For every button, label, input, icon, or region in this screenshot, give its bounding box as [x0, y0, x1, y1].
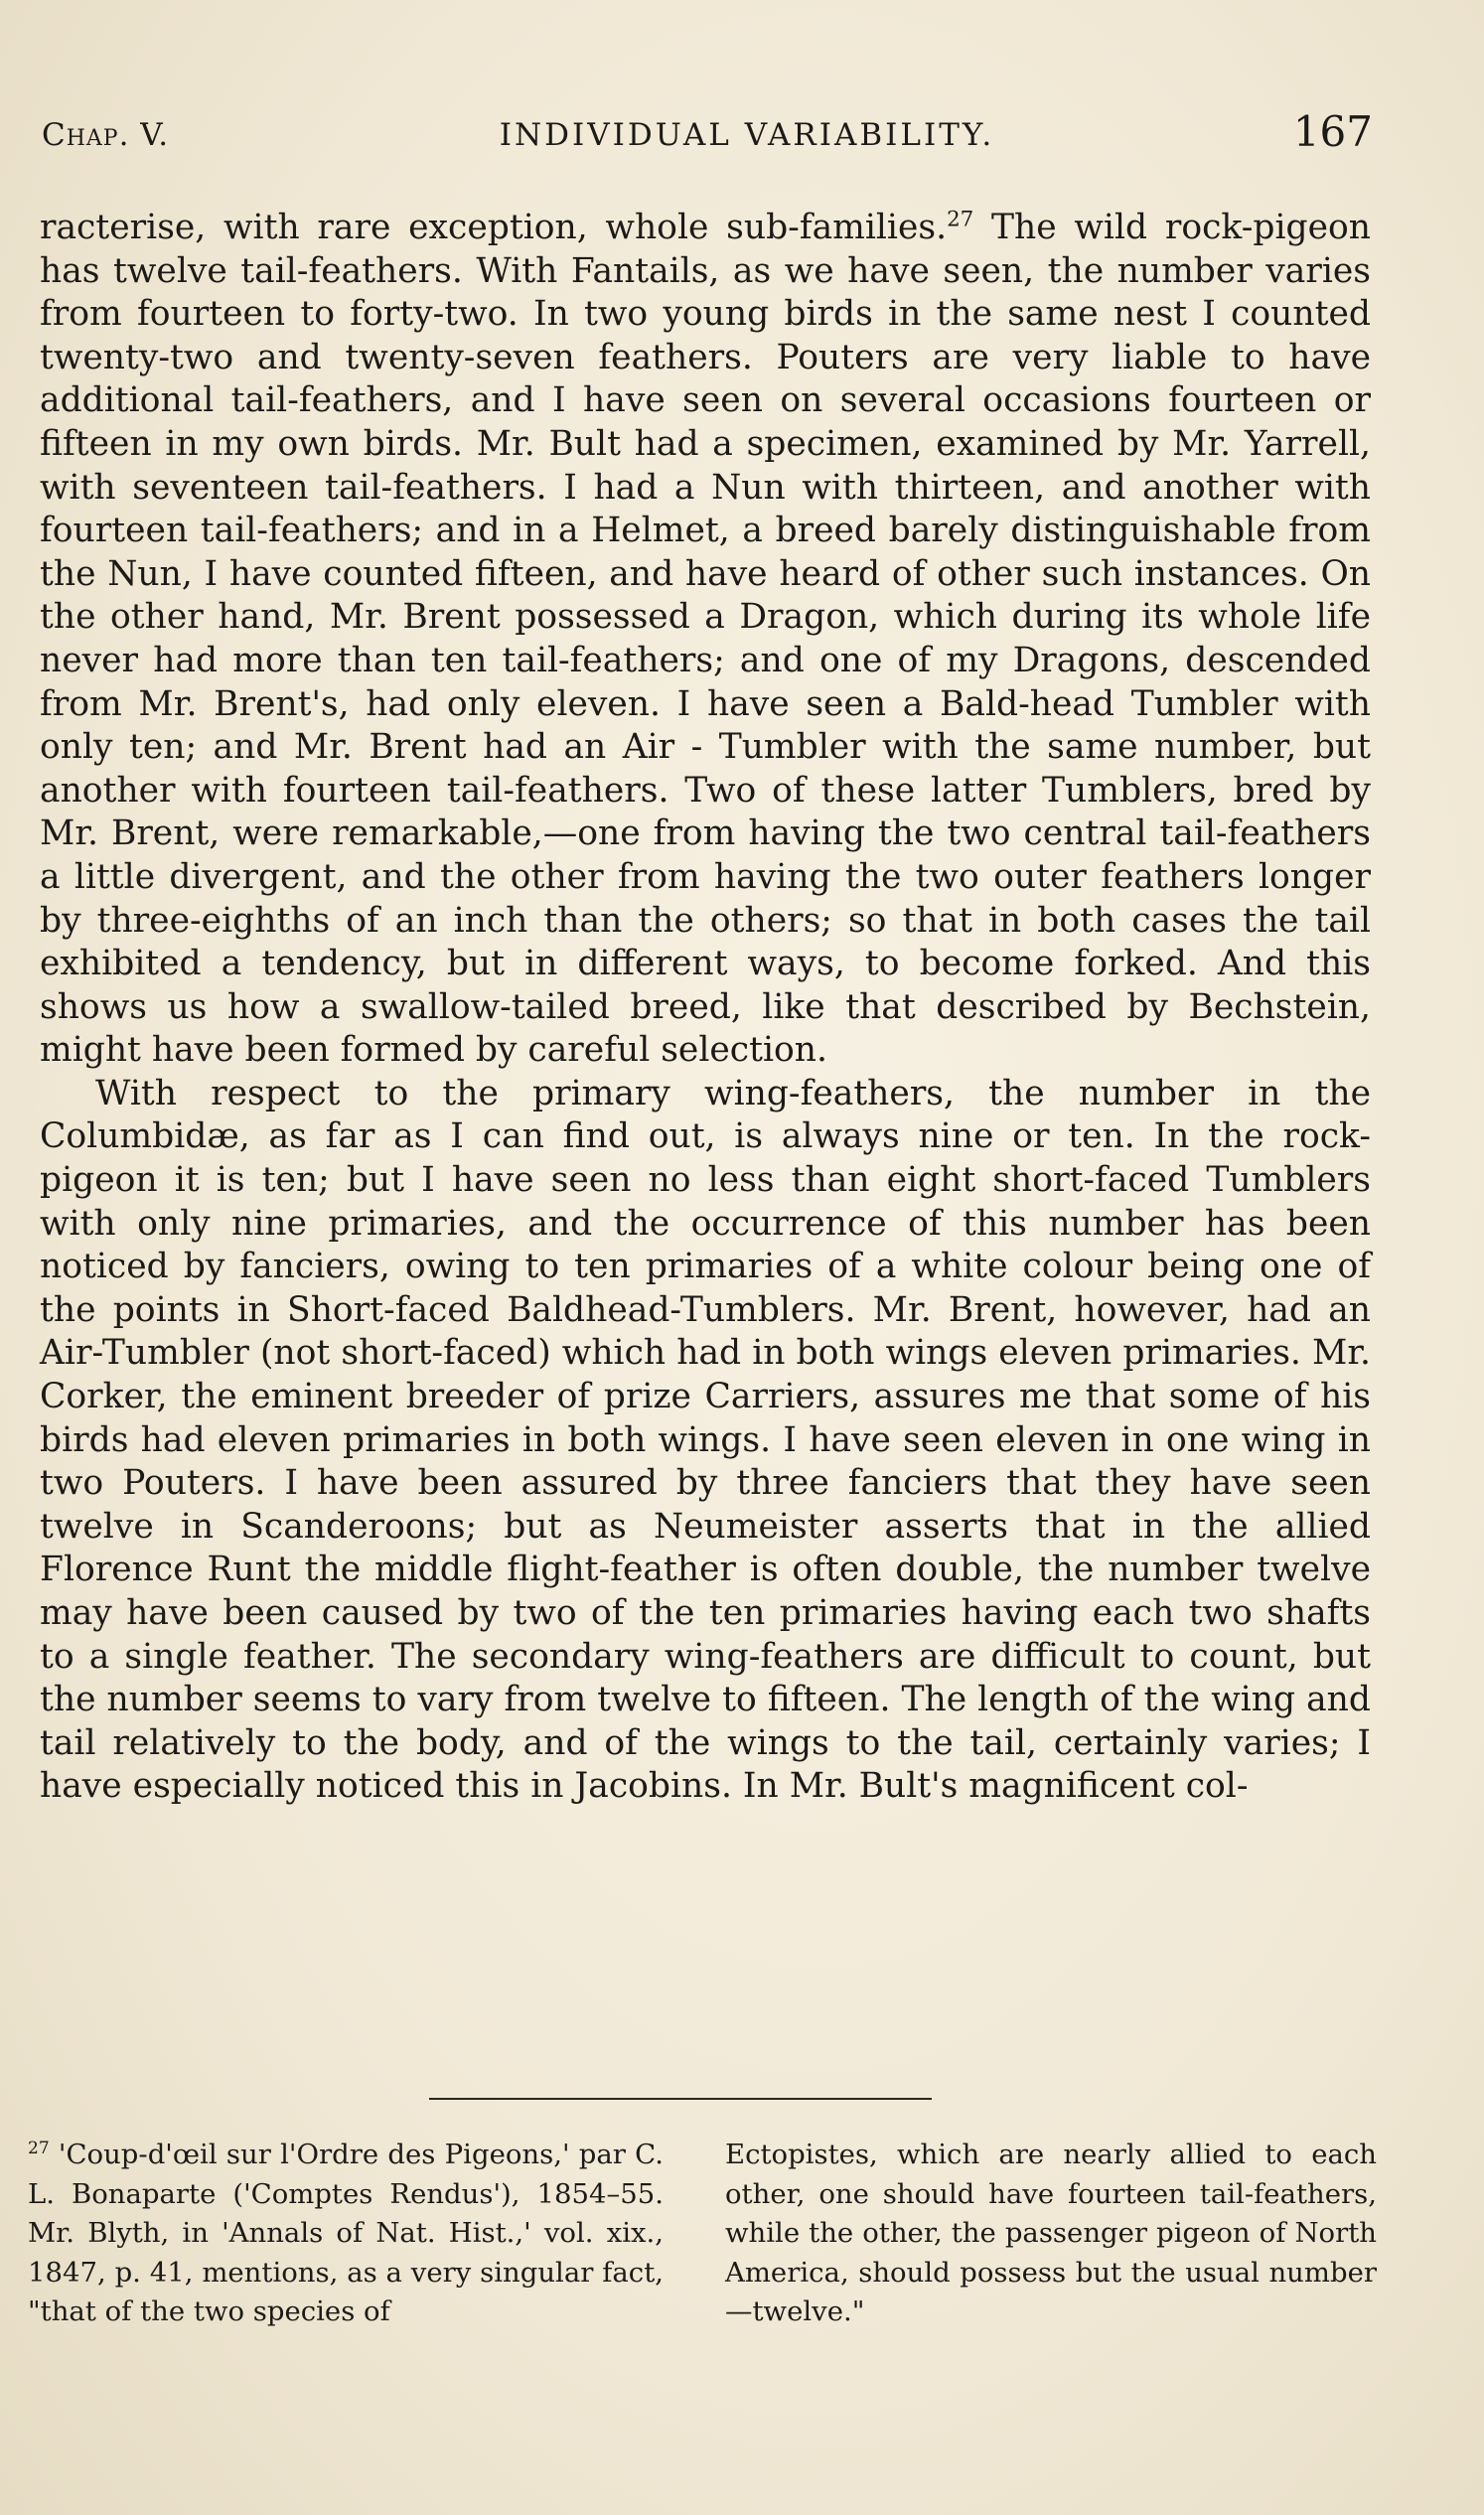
chapter-label: Chap. V. — [42, 117, 170, 153]
paragraph-1-rest: The wild rock-pigeon has twelve tail-feathers. With Fantails, as we have seen, the number varies from fourteen to forty-two. In two young birds in the same nest I counted twenty-two and twenty-seven feathers. Pouters are very liable to have additional tail-feathers, and I have seen on several occasions fourteen or fifteen in my own birds. Mr. Bult had a specimen, examined by Mr. Yarrell, with seventeen tail-feathers. I had a Nun with thirteen, and another with fourteen tail-feathers; and in a Helmet, a breed barely distinguishable from the Nun, I have counted fifteen, and have heard of other such instances. On the other hand, Mr. Brent possessed a Dragon, which during its whole life never had more than ten tail-feathers; and one of my Dragons, descended from Mr. Brent's, had only eleven. I have seen a Bald-head Tumbler with only ten; and Mr. Brent had an Air - Tumbler with the same number, but another with fourteen tail-feathers. Two of these latter Tumblers, bred by Mr. Brent, were remarkable,—one from having the two central tail-feathers a little divergent, and the other from having the two outer feathers longer by three-eighths of an inch than the others; so that in both cases the tail exhibited a tendency, but in different ways, to become forked. And this shows us how a swallow-tailed breed, like that described by Bechstein, might have been formed by careful selection. — [40, 208, 1371, 1071]
footnote-divider — [429, 2098, 932, 2100]
body-text — [40, 207, 1371, 1809]
footnote-right-text: Ectopistes, which are nearly allied to each other, one should have fourteen tail-feathers, while the other, the passenger pigeon of North America, should possess but the usual number —twelve." — [725, 2139, 1377, 2328]
paragraph-1-start: racterise, with rare exception, whole sub-families. — [40, 208, 948, 247]
page-number: 167 — [1292, 107, 1373, 156]
running-title: INDIVIDUAL VARIABILITY. — [499, 117, 995, 153]
footnote-column-right — [725, 2136, 1377, 2332]
footnote-left-text: 'Coup-d'œil sur l'Ordre des Pigeons,' par C. L. Bonaparte ('Comptes Rendus'), 1854–55. Mr. Blyth, in 'Annals of Nat. Hist.,' vol. xix., 1847, p. 41, mentions, as a very singular fact, "that of the two species of — [28, 2139, 664, 2328]
footnote-27 — [28, 2136, 664, 2332]
footnote-reference: 27 — [947, 207, 974, 232]
footnote-number: 27 — [28, 2138, 50, 2158]
paragraph-1 — [40, 207, 1371, 1073]
footnote-column-left — [28, 2136, 664, 2332]
paragraph-2: With respect to the primary wing-feathers, the number in the Columbidæ, as far as I can find out, is always nine or ten. In the rock-pigeon it is ten; but I have seen no less than eight short-faced Tumblers with only nine primaries, and the occurrence of this number has been noticed by fanciers, owing to ten primaries of a white colour being one of the points in Short-faced Baldhead-Tumblers. Mr. Brent, however, had an Air-Tumbler (not short-faced) which had in both wings eleven primaries. Mr. Corker, the eminent breeder of prize Carriers, assures me that some of his birds had eleven primaries in both wings. I have seen eleven in one wing in two Pouters. I have been assured by three fanciers that they have seen twelve in Scanderoons; but as Neumeister asserts that in the allied Florence Runt the middle flight-feather is often double, the number twelve may have been caused by two of the ten primaries having each two shafts to a single feather. The secondary wing-feathers are difficult to count, but the number seems to vary from twelve to fifteen. The length of the wing and tail relatively to the body, and of the wings to the tail, certainly varies; I have especially noticed this in Jacobins. In Mr. Bult's magnificent col- — [40, 1073, 1371, 1807]
footnotes — [28, 2136, 1377, 2374]
running-header — [42, 107, 1373, 167]
